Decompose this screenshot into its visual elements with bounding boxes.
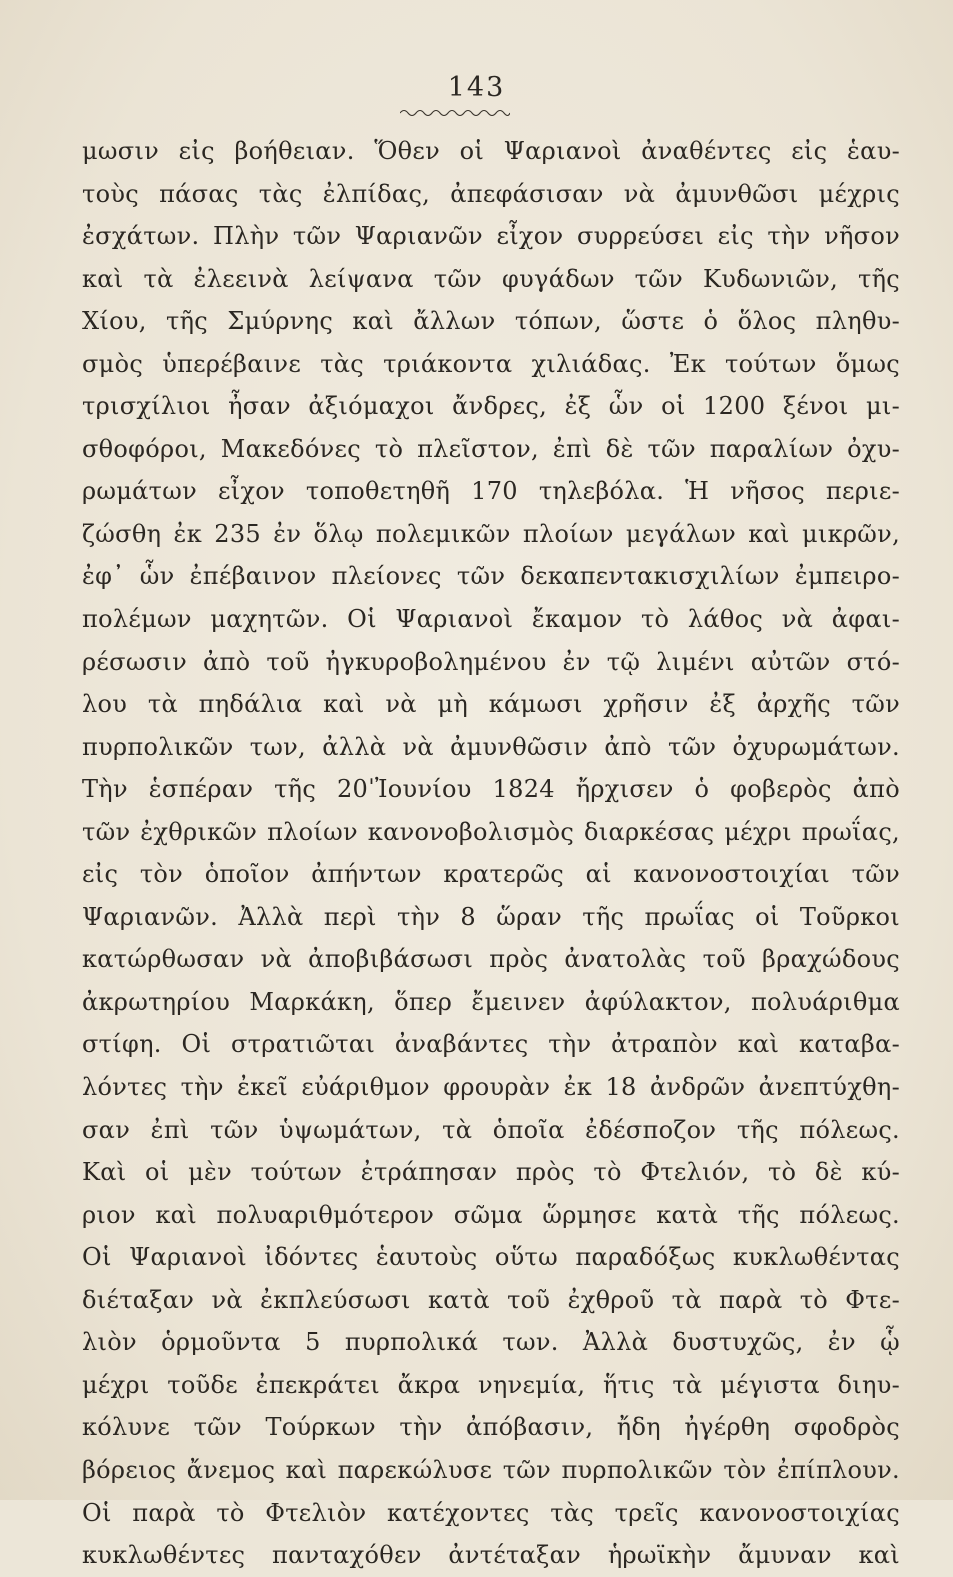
text-line: λόντες τὴν ἐκεῖ εὐάριθμον φρουρὰν ἐκ 18 ἀνδρῶν ἀνεπτύχθη- [82, 1073, 900, 1102]
text-line: Οἱ Ψαριανοὶ ἰδόντες ἑαυτοὺς οὕτω παραδόξως κυκλωθέντας [82, 1243, 900, 1272]
text-line: ἀκρωτηρίου Μαρκάκη, ὅπερ ἔμεινεν ἀφύλακτον, πολυάριθμα [82, 987, 900, 1016]
text-line: ζώσθη ἐκ 235 ἐν ὅλῳ πολεμικῶν πλοίων μεγάλων καὶ μικρῶν, [82, 519, 900, 548]
text-line: Ψαριανῶν. Ἀλλὰ περὶ τὴν 8 ὥραν τῆς πρωΐας οἱ Τοῦρκοι [82, 902, 900, 931]
text-line: πολέμων μαχητῶν. Οἱ Ψαριανοὶ ἔκαμον τὸ λάθος νὰ ἀφαι- [82, 605, 900, 634]
text-line: πυρπολικῶν των, ἀλλὰ νὰ ἀμυνθῶσιν ἀπὸ τῶν ὀχυρωμάτων. [82, 732, 900, 761]
text-line: μέχρι τοῦδε ἐπεκράτει ἄκρα νηνεμία, ἥτις τὰ μέγιστα διηυ- [82, 1370, 900, 1399]
text-line: ριον καὶ πολυαριθμότερον σῶμα ὥρμησε κατὰ τῆς πόλεως. [82, 1200, 900, 1229]
text-line: σαν ἐπὶ τῶν ὑψωμάτων, τὰ ὁποῖα ἐδέσποζον τῆς πόλεως. [82, 1115, 900, 1144]
text-line: μωσιν εἰς βοήθειαν. Ὅθεν οἱ Ψαριανοὶ ἀναθέντες εἰς ἑαυ- [82, 137, 900, 165]
text-line: τῶν ἐχθρικῶν πλοίων κανονοβολισμὸς διαρκέσας μέχρι πρωΐας, [82, 817, 900, 846]
text-line: καὶ τὰ ἐλεεινὰ λείψανα τῶν φυγάδων τῶν Κυδωνιῶν, τῆς [82, 264, 900, 293]
text-line: εἰς τὸν ὁποῖον ἀπήντων κρατερῶς αἱ κανονοστοιχίαι τῶν [82, 860, 900, 889]
text-line: λιὸν ὁρμοῦντα 5 πυρπολικά των. Ἀλλὰ δυστυχῶς, ἐν ᾧ [82, 1328, 900, 1357]
text-line: Καὶ οἱ μὲν τούτων ἐτράπησαν πρὸς τὸ Φτελιόν, τὸ δὲ κύ- [82, 1158, 900, 1187]
text-line: ἐφ᾽ ὧν ἐπέβαινον πλείονες τῶν δεκαπεντακισχιλίων ἐμπειρο- [82, 562, 900, 591]
text-line: σμὸς ὑπερέβαινε τὰς τριάκοντα χιλιάδας. Ἐκ τούτων ὅμως [82, 349, 900, 378]
text-line: τρισχίλιοι ἦσαν ἀξιόμαχοι ἄνδρες, ἐξ ὧν οἱ 1200 ξένοι μι- [82, 392, 900, 421]
text-line: κόλυνε τῶν Τούρκων τὴν ἀπόβασιν, ἤδη ἠγέρθη σφοδρὸς [82, 1413, 900, 1442]
text-line: ρωμάτων εἶχον τοποθετηθῆ 170 τηλεβόλα. Ἡ νῆσος περιε- [82, 477, 900, 506]
text-line: Τὴν ἑσπέραν τῆς 20ˈἸουνίου 1824 ἤρχισεν ὁ φοβερὸς ἀπὸ [82, 775, 900, 804]
text-line: κατώρθωσαν νὰ ἀποβιβάσωσι πρὸς ἀνατολὰς τοῦ βραχώδους [82, 945, 900, 974]
text-line: διέταξαν νὰ ἐκπλεύσωσι κατὰ τοῦ ἐχθροῦ τὰ παρὰ τὸ Φτε- [82, 1285, 900, 1314]
text-line: ρέσωσιν ἀπὸ τοῦ ἠγκυροβολημένου ἐν τῷ λιμένι αὐτῶν στό- [82, 647, 900, 676]
page-number: 143 [447, 72, 506, 103]
text-line: ἐσχάτων. Πλὴν τῶν Ψαριανῶν εἶχον συρρεύσει εἰς τὴν νῆσον [82, 222, 900, 251]
text-line: κυκλωθέντες πανταχόθεν ἀντέταξαν ἡρωϊκὴν ἄμυναν καὶ [82, 1541, 900, 1570]
text-line: στίφη. Οἱ στρατιῶται ἀναβάντες τὴν ἀτραπὸν καὶ καταβα- [82, 1030, 900, 1059]
text-line: τοὺς πάσας τὰς ἐλπίδας, ἀπεφάσισαν νὰ ἀμυνθῶσι μέχρις [82, 179, 900, 208]
body-text [82, 130, 900, 1577]
text-line: Χίου, τῆς Σμύρνης καὶ ἄλλων τόπων, ὥστε ὁ ὅλος πληθυ- [82, 307, 900, 336]
text-line: λου τὰ πηδάλια καὶ νὰ μὴ κάμωσι χρῆσιν ἐξ ἀρχῆς τῶν [82, 690, 900, 719]
text-line: βόρειος ἄνεμος καὶ παρεκώλυσε τῶν πυρπολικῶν τὸν ἐπίπλουν. [82, 1455, 900, 1484]
text-line: Οἱ παρὰ τὸ Φτελιὸν κατέχοντες τὰς τρεῖς κανονοστοιχίας [82, 1498, 900, 1527]
page-number-ornament [400, 108, 510, 118]
text-line: σθοφόροι, Μακεδόνες τὸ πλεῖστον, ἐπὶ δὲ τῶν παραλίων ὀχυ- [82, 434, 900, 463]
